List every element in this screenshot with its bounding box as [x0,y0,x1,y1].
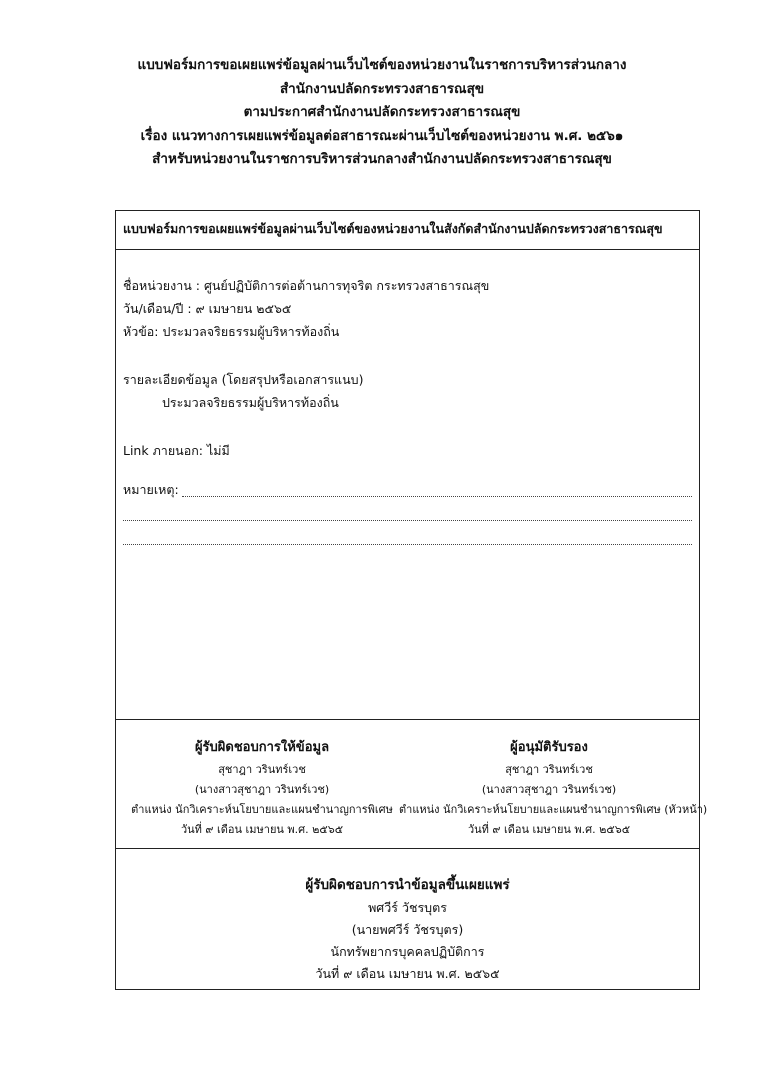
publisher-signature: พศวีร์ วัชรบุตร [368,900,447,915]
approver-signature-block [399,736,708,840]
approver-full-name: (นางสาวสุชาฎา วรินทร์เวช) [481,783,617,796]
provider-date: วันที่ ๙ เดือน เมษายน พ.ศ. ๒๕๖๕ [180,823,344,836]
form-date: วัน/เดือน/ปี : ๙ เมษายน ๒๕๖๕ [123,301,292,316]
approver-signature: สุชาฎา วรินทร์เวช [505,763,593,776]
dotted-line [123,520,692,521]
form-details-section [116,250,699,720]
external-link: Link ภายนอก: ไม่มี [123,443,230,458]
remark-line-1 [123,482,692,500]
publisher-date: วันที่ ๙ เดือน เมษายน พ.ศ. ๒๕๖๕ [315,966,500,981]
publisher-full-name: (นายพศวีร์ วัชรบุตร) [351,922,464,937]
header-line-3: ตามประกาศสำนักงานปลัดกระทรวงสาธารณสุข [243,104,521,120]
details-value: ประมวลจริยธรรมผู้บริหารท้องถิ่น [162,395,339,410]
signatures-section [116,720,708,849]
document-header [0,54,764,172]
publisher-heading: ผู้รับผิดชอบการนำข้อมูลขึ้นเผยแพร่ [305,877,510,893]
publisher-position: นักทรัพยากรบุคคลปฏิบัติการ [330,944,485,959]
header-line-5: สำหรับหน่วยงานในราชการบริหารส่วนกลางสำนักงานปลัดกระทรวงสาธารณสุข [152,151,612,167]
approver-heading: ผู้อนุมัติรับรอง [510,740,588,755]
provider-heading: ผู้รับผิดชอบการให้ข้อมูล [194,740,330,755]
approver-position: ตำแหน่ง นักวิเคราะห์นโยบายและแผนชำนาญการพิเศษ (หัวหน้า) [399,803,708,816]
dotted-line [182,496,692,497]
provider-position: ตำแหน่ง นักวิเคราะห์นโยบายและแผนชำนาญการพิเศษ [131,803,393,816]
remark-line-2 [123,510,692,524]
remark-label: หมายเหตุ: [123,482,179,497]
header-line-2: สำนักงานปลัดกระทรวงสาธารณสุข [279,80,485,97]
dotted-line [123,544,692,545]
approver-date: วันที่ ๙ เดือน เมษายน พ.ศ. ๒๕๖๕ [467,823,631,836]
form-title: แบบฟอร์มการขอเผยแพร่ข้อมูลผ่านเว็บไซต์ของหน่วยงานในสังกัดสำนักงานปลัดกระทรวงสาธารณสุข [116,211,699,250]
details-label: รายละเอียดข้อมูล (โดยสรุปหรือเอกสารแนบ) [123,372,364,387]
agency-name: ชื่อหน่วยงาน : ศูนย์ปฏิบัติการต่อต้านการทุจริต กระทรวงสาธารณสุข [123,278,490,293]
provider-signature-block [116,736,408,840]
provider-signature: สุชาฎา วรินทร์เวช [218,763,306,776]
provider-full-name: (นางสาวสุชาฎา วรินทร์เวช) [194,783,330,796]
header-line-4: เรื่อง แนวทางการเผยแพร่ข้อมูลต่อสาธารณะผ่านเว็บไซต์ของหน่วยงาน พ.ศ. ๒๕๖๑ [140,127,624,144]
header-line-1: แบบฟอร์มการขอเผยแพร่ข้อมูลผ่านเว็บไซต์ของหน่วยงานในราชการบริหารส่วนกลาง [137,57,627,73]
publication-form [115,210,708,990]
remark-line-3 [123,534,692,548]
publisher-section [116,849,699,992]
form-subject: หัวข้อ: ประมวลจริยธรรมผู้บริหารท้องถิ่น [123,324,340,339]
